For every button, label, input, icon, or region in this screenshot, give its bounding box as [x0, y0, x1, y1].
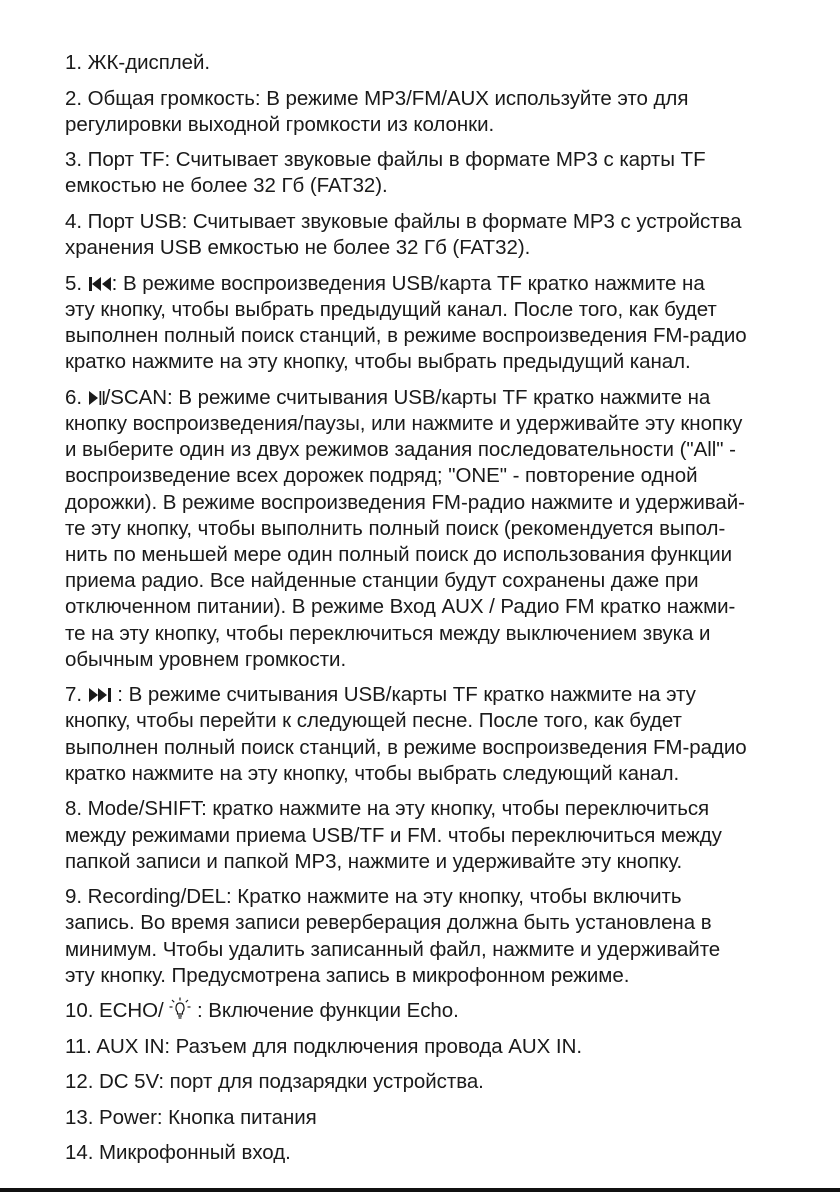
text-line: емкостью не более 32 Гб (FAT32).: [65, 174, 388, 198]
list-item-6: [65, 385, 785, 673]
text-line: воспроизведение всех дорожек подряд; "ONE" - повторение одной: [65, 464, 698, 488]
list-item-10: [65, 998, 785, 1024]
item-text: /SCAN: В режиме считывания USB/карты TF кратко нажмите на: [104, 385, 711, 409]
text-line: эту кнопку. Предусмотрена запись в микрофонном режиме.: [65, 963, 630, 987]
text-line: [65, 271, 785, 297]
text-line: 13. Power: Кнопка питания: [65, 1105, 317, 1129]
list-item-7: [65, 682, 785, 787]
text-line: эту кнопку, чтобы выбрать предыдущий канал. После того, как будет: [65, 297, 717, 321]
list-item-1: [65, 50, 785, 76]
text-line: 14. Микрофонный вход.: [65, 1141, 291, 1165]
list-item-2: [65, 86, 785, 138]
text-line: дорожки). В режиме воспроизведения FM-радио нажмите и удерживай-: [65, 490, 745, 514]
text-line: обычным уровнем громкости.: [65, 647, 347, 671]
text-line: папкой записи и папкой MP3, нажмите и удерживайте эту кнопку.: [65, 849, 683, 873]
play-pause-icon: [88, 390, 105, 406]
text-line: регулировки выходной громкости из колонки.: [65, 112, 495, 136]
text-line: 3. Порт TF: Считывает звуковые файлы в формате MP3 с карты TF: [65, 148, 706, 172]
item-text: : Включение функции Echo.: [191, 999, 459, 1023]
text-line: [65, 682, 785, 708]
text-line: выполнен полный поиск станций, в режиме воспроизведения FM-радио: [65, 324, 747, 348]
list-item-5: [65, 271, 785, 376]
text-line: кнопку, чтобы перейти к следующей песне. После того, как будет: [65, 709, 682, 733]
text-line: те эту кнопку, чтобы выполнить полный поиск (рекомендуется выпол-: [65, 516, 726, 540]
text-line: кратко нажмите на эту кнопку, чтобы выбрать следующий канал.: [65, 761, 680, 785]
light-bulb-icon: [169, 1002, 191, 1019]
text-line: хранения USB емкостью не более 32 Гб (FAT32).: [65, 236, 531, 260]
list-item-9: [65, 884, 785, 989]
item-prefix: 10. ECHO/: [65, 999, 170, 1023]
next-track-icon: [88, 687, 112, 703]
text-line: минимум. Чтобы удалить записанный файл, нажмите и удерживайте: [65, 937, 721, 961]
text-line: кнопку воспроизведения/паузы, или нажмите и удерживайте эту кнопку: [65, 411, 743, 435]
item-prefix: 5.: [65, 271, 88, 295]
list-item-4: [65, 209, 785, 261]
text-line: 9. Recording/DEL: Кратко нажмите на эту кнопку, чтобы включить: [65, 885, 682, 909]
text-line: отключенном питании). В режиме Вход AUX / Радио FM кратко нажми-: [65, 595, 736, 619]
list-item-14: [65, 1140, 785, 1166]
item-prefix: 6.: [65, 385, 88, 409]
text-line: приема радио. Все найденные станции будут сохранены даже при: [65, 569, 699, 593]
text-line: [65, 385, 785, 411]
text-line: [65, 998, 785, 1024]
text-line: 1. ЖК-дисплей.: [65, 51, 211, 74]
text-line: выполнен полный поиск станций, в режиме воспроизведения FM-радио: [65, 735, 747, 759]
list-item-12: [65, 1069, 785, 1095]
previous-track-icon: [88, 276, 112, 292]
item-text: : В режиме воспроизведения USB/карта TF кратко нажмите на: [111, 271, 705, 295]
instruction-page: [65, 50, 785, 1176]
list-item-11: [65, 1034, 785, 1060]
text-line: те на эту кнопку, чтобы переключиться между выключением звука и: [65, 621, 711, 645]
item-text: : В режиме считывания USB/карты TF кратко нажмите на эту: [111, 683, 696, 707]
list-item-3: [65, 147, 785, 199]
text-line: и выберите один из двух режимов задания последовательности ("All" -: [65, 438, 736, 462]
text-line: 11. AUX IN: Разъем для подключения провода AUX IN.: [65, 1034, 582, 1058]
bottom-border: [0, 1188, 840, 1192]
text-line: кратко нажмите на эту кнопку, чтобы выбрать предыдущий канал.: [65, 350, 691, 374]
text-line: 8. Mode/SHIFT: кратко нажмите на эту кнопку, чтобы переключиться: [65, 797, 710, 821]
list-item-8: [65, 796, 785, 875]
text-line: запись. Во время записи реверберация должна быть установлена в: [65, 911, 712, 935]
list-item-13: [65, 1105, 785, 1131]
text-line: 12. DC 5V: порт для подзарядки устройства.: [65, 1070, 484, 1094]
text-line: 4. Порт USB: Считывает звуковые файлы в формате MP3 с устройства: [65, 209, 742, 233]
item-prefix: 7.: [65, 683, 88, 707]
text-line: между режимами приема USB/TF и FM. чтобы переключиться между: [65, 823, 722, 847]
text-line: нить по меньшей мере один полный поиск до использования функции: [65, 542, 733, 566]
text-line: 2. Общая громкость: В режиме MP3/FM/AUX используйте это для: [65, 86, 689, 110]
